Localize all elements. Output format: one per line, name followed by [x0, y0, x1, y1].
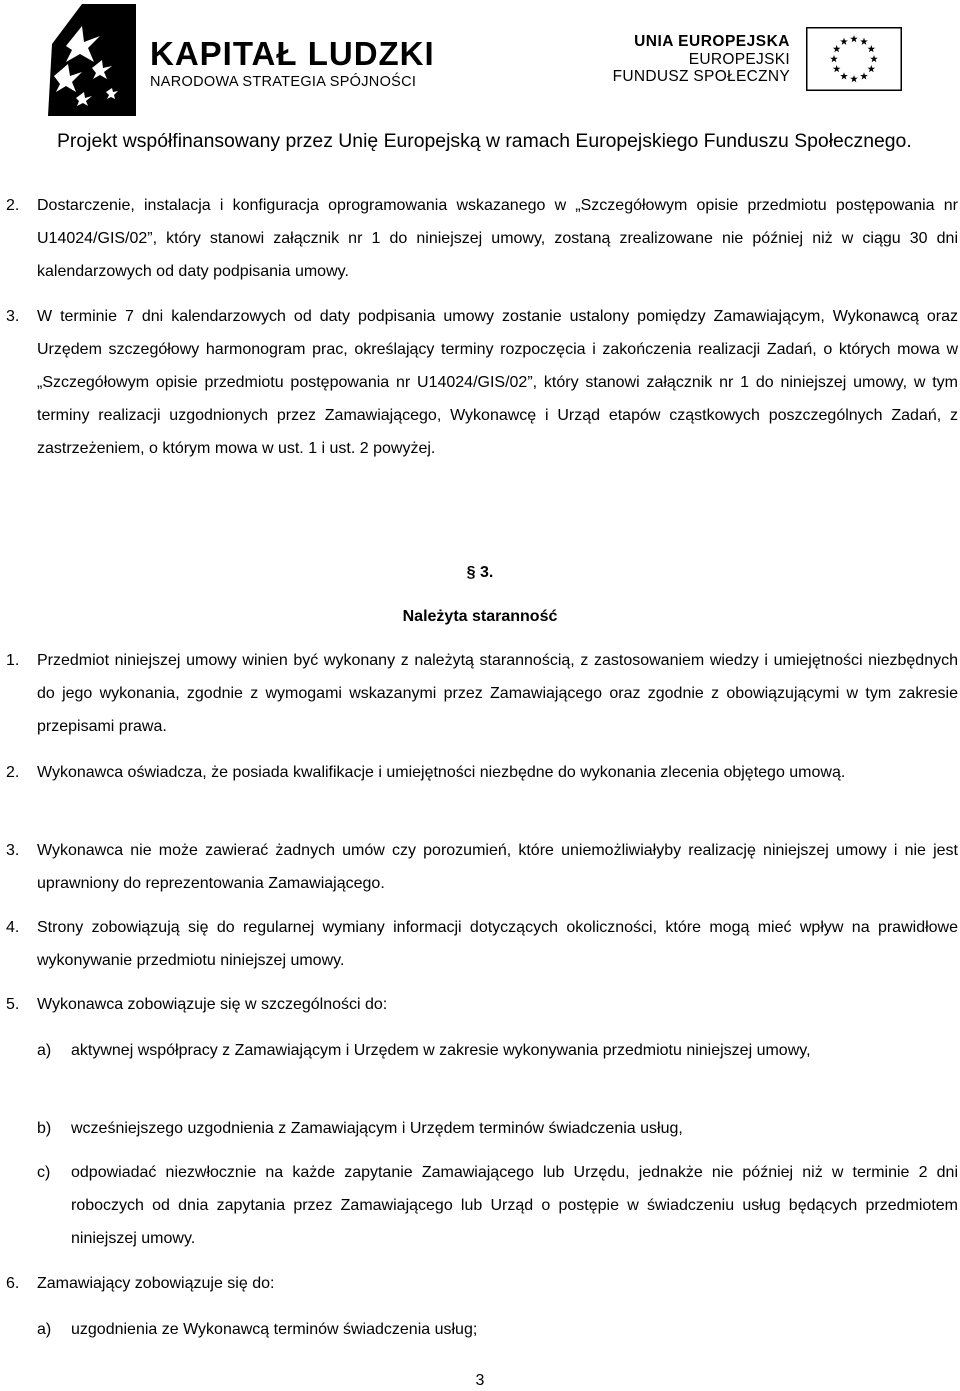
list-letter: a): [37, 1042, 52, 1059]
section-title: Należyta staranność: [402, 608, 558, 625]
eu-line1: UNIA EUROPEJSKA: [634, 33, 790, 50]
paragraph-text: Przedmiot niniejszej umowy winien być wykonany z należytą starannością, z zastosowaniem wiedzy i umiejętności niezbędnych do jego wykonania, zgodnie z wymogami wskazanymi przez Zamawiającego oraz zgodnie z obowiązującymi w tym zakresie przepisami prawa.: [37, 652, 958, 735]
kapital-ludzki-logo-icon: [48, 4, 138, 116]
list-letter: b): [37, 1120, 52, 1137]
paragraph-number: 5.: [6, 996, 20, 1013]
list-letter: a): [37, 1321, 52, 1338]
eu-flag-icon: [806, 27, 902, 91]
paragraph-number: 3.: [6, 842, 20, 859]
list-item-text: uzgodnienia ze Wykonawcą terminów świadczenia usług;: [71, 1321, 478, 1338]
eu-text-block: [613, 33, 790, 86]
list-item-text: wcześniejszego uzgodnienia z Zamawiającym i Urzędem terminów świadczenia usług,: [71, 1120, 683, 1137]
paragraph-text: Dostarczenie, instalacja i konfiguracja oprogramowania wskazanego w „Szczegółowym opisie przedmiotu postępowania nr U14024/GIS/02”, który stanowi załącznik nr 1 do niniejszej umowy, zostaną zrealizowane nie później niż w ciągu 30 dni kalendarzowych od daty podpisania umowy.: [37, 197, 958, 280]
section-heading: § 3.: [466, 564, 494, 581]
kl-title: KAPITAŁ LUDZKI: [150, 35, 435, 72]
paragraph-text: Zamawiający zobowiązuje się do:: [37, 1275, 275, 1292]
page-number: 3: [475, 1372, 485, 1389]
eu-line2: EUROPEJSKI: [688, 50, 790, 68]
paragraph-number: 2.: [6, 197, 20, 214]
kl-subtitle: NARODOWA STRATEGIA SPÓJNOŚCI: [150, 74, 417, 90]
paragraph-number: 3.: [6, 308, 20, 325]
paragraph-text: Wykonawca zobowiązuje się w szczególności do:: [37, 996, 388, 1013]
paragraph-text: W terminie 7 dni kalendarzowych od daty podpisania umowy zostanie ustalony pomiędzy Zamawiającym, Wykonawcą oraz Urzędem szczegółowy harmonogram prac, określający terminy rozpoczęcia i zakończenia realizacji Zadań, o których mowa w „Szczegółowym opisie przedmiotu postępowania nr U14024/GIS/02”, który stanowi załącznik nr 1 do niniejszej umowy, w tym terminy realizacji uzgodnionych przez Zamawiającego, Wykonawcę i Urząd etapów cząstkowych poszczególnych Zadań, z zastrzeżeniem, o którym mowa w ust. 1 i ust. 2 powyżej.: [37, 308, 958, 457]
paragraph-text: Wykonawca oświadcza, że posiada kwalifikacje i umiejętności niezbędne do wykonania zlecenia objętego umową.: [37, 764, 846, 781]
project-caption: Projekt współfinansowany przez Unię Europejską w ramach Europejskiego Funduszu Społecznego.: [57, 130, 912, 152]
paragraph-text: Wykonawca nie może zawierać żadnych umów czy porozumień, które uniemożliwiałyby realizację niniejszej umowy i nie jest uprawniony do reprezentowania Zamawiającego.: [37, 842, 958, 892]
page-header: [0, 0, 960, 165]
paragraph-number: 6.: [6, 1275, 20, 1292]
paragraph-number: 2.: [6, 764, 20, 781]
paragraph-number: 1.: [6, 652, 20, 669]
list-item-text: odpowiadać niezwłocznie na każde zapytanie Zamawiającego lub Urzędu, jednakże nie później niż w terminie 2 dni roboczych od dnia zapytania przez Zamawiającego lub Urząd o postępie w świadczeniu usług będących przedmiotem niniejszej umowy.: [71, 1164, 958, 1247]
list-letter: c): [37, 1164, 51, 1181]
list-item-text: aktywnej współpracy z Zamawiającym i Urzędem w zakresie wykonywania przedmiotu niniejszej umowy,: [71, 1042, 811, 1059]
paragraph-text: Strony zobowiązują się do regularnej wymiany informacji dotyczących okoliczności, które mogą mieć wpływ na prawidłowe wykonywanie przedmiotu niniejszej umowy.: [37, 919, 958, 969]
eu-line3: FUNDUSZ SPOŁECZNY: [612, 68, 790, 85]
paragraph-number: 4.: [6, 919, 20, 936]
